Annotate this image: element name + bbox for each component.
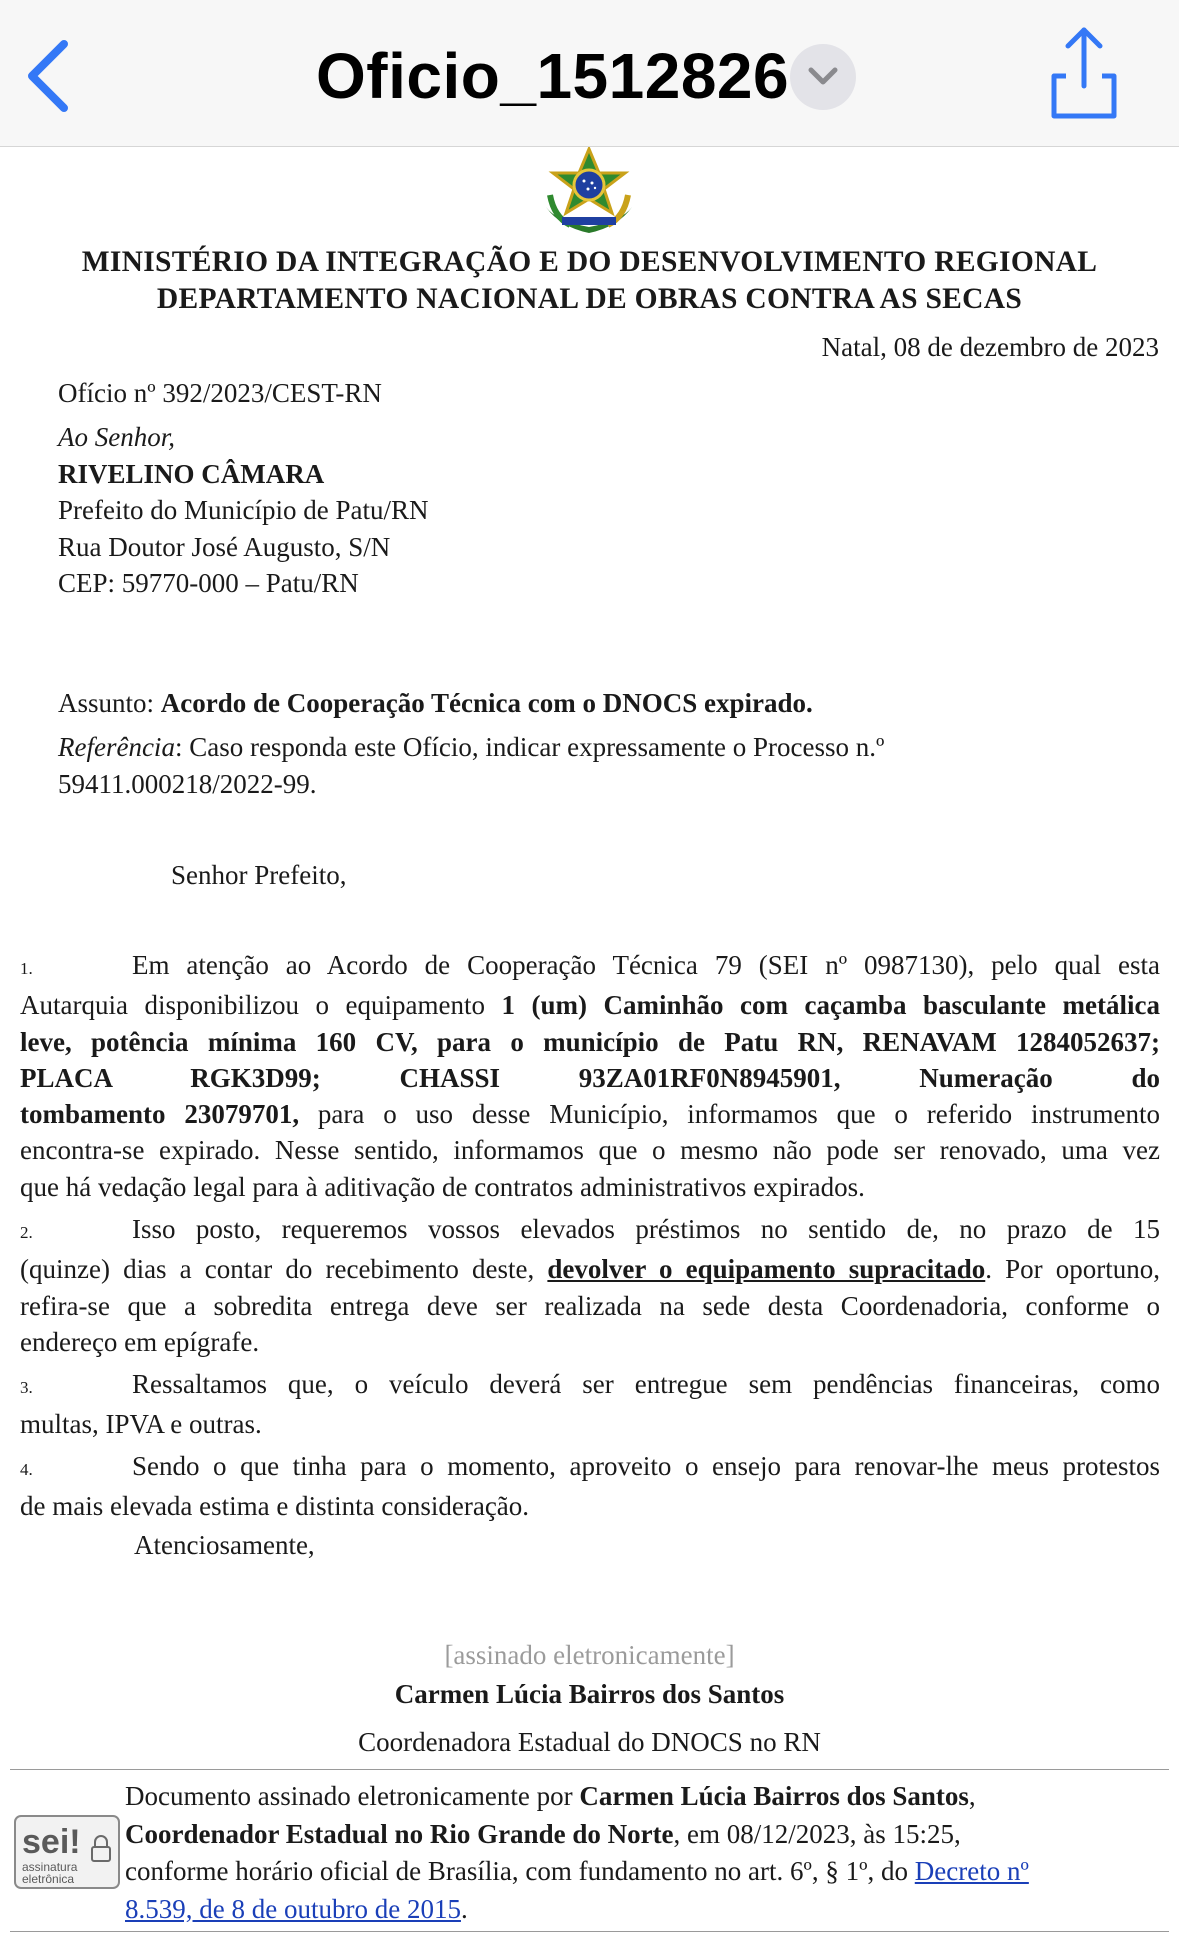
- paragraph-1: [20, 947, 1160, 1205]
- signed-electronically-tag: [assinado eletronicamente]: [444, 1640, 735, 1670]
- reference-label: Referência: [58, 732, 175, 762]
- signer-name: Carmen Lúcia Bairros dos Santos: [394, 1679, 785, 1709]
- signature-statement: [125, 1778, 1145, 1928]
- subject-label: Assunto:: [58, 688, 161, 718]
- paragraph-text: multas, IPVA e outras.: [20, 1409, 262, 1440]
- electronic-signature-block: [10, 1769, 1169, 1932]
- reference-line: [58, 729, 884, 802]
- addressee-block: [58, 419, 428, 602]
- signature-signer-role: Coordenador Estadual no Rio Grande do Norte: [125, 1818, 674, 1849]
- paragraph-text: Ressaltamos que, o veículo deverá ser entregue sem pendências financeiras, como: [132, 1369, 1160, 1399]
- addressee-salutation: Ao Senhor,: [58, 422, 175, 452]
- ministry-line-1: MINISTÉRIO DA INTEGRAÇÃO E DO DESENVOLVIMENTO REGIONAL: [81, 246, 1098, 278]
- addressee-street: Rua Doutor José Augusto, S/N: [58, 531, 391, 562]
- chevron-down-icon: [807, 65, 839, 89]
- paragraph-text: endereço em epígrafe.: [20, 1326, 260, 1357]
- return-equipment-emphasis: devolver o equipamento supracitado: [547, 1254, 986, 1285]
- decree-link[interactable]: 8.539, de 8 de outubro de 2015: [125, 1893, 461, 1924]
- paragraph-text: refira-se que a sobredita entrega deve ser realizada na sede desta Coordenadoria, conforme o: [20, 1290, 1160, 1321]
- svg-text:sei!: sei!: [22, 1823, 81, 1861]
- subject-text: Acordo de Cooperação Técnica com o DNOCS expirado.: [160, 688, 813, 718]
- signature-text: .: [460, 1893, 468, 1924]
- equipment-description: 1 (um) Caminhão com caçamba basculante metálica: [501, 990, 1161, 1021]
- document-page: [0, 147, 1179, 1933]
- reference-text: : Caso responda este Ofício, indicar expressamente o Processo n.º: [174, 732, 885, 762]
- paragraph-3: [20, 1366, 1160, 1443]
- title-menu-button[interactable]: [790, 44, 856, 110]
- paragraph-text: para o uso desse Município, informamos que o referido instrumento: [299, 1099, 1161, 1130]
- paragraph-text: encontra-se expirado. Nesse sentido, informamos que o mesmo não pode ser renovado, uma vez: [20, 1135, 1160, 1166]
- ministry-header: [0, 244, 1179, 318]
- addressee-role: Prefeito do Município de Patu/RN: [58, 495, 429, 525]
- signature-text: , em 08/12/2023, às 15:25,: [673, 1818, 961, 1849]
- equipment-description: leve, potência mínima 160 CV, para o município de Patu RN, RENAVAM 1284052637;: [20, 1026, 1160, 1057]
- document-date: Natal, 08 de dezembro de 2023: [821, 332, 1159, 362]
- top-navigation-bar: [0, 0, 1179, 147]
- paragraph-2: [20, 1211, 1160, 1360]
- signer-role: Coordenadora Estadual do DNOCS no RN: [358, 1727, 821, 1757]
- brazil-coat-of-arms-icon: [540, 147, 638, 237]
- paragraph-text: que há vedação legal para à aditivação de contratos administrativos expirados.: [20, 1171, 865, 1202]
- paragraph-text: Isso posto, requeremos vossos elevados préstimos no sentido de, no prazo de 15: [132, 1214, 1160, 1244]
- signature-text: conforme horário oficial de Brasília, com fundamento no art. 6º, § 1º, do: [125, 1856, 915, 1886]
- paragraph-text: (quinze) dias a contar do recebimento deste,: [20, 1254, 548, 1285]
- equipment-identification: tombamento 23079701,: [20, 1099, 300, 1130]
- ministry-line-2: DEPARTAMENTO NACIONAL DE OBRAS CONTRA AS SECAS: [156, 283, 1023, 315]
- paragraph-number: 3.: [20, 1378, 33, 1397]
- svg-text:assinatura: assinatura: [22, 1860, 78, 1874]
- addressee-name: RIVELINO CÂMARA: [58, 458, 325, 489]
- decree-link[interactable]: Decreto nº: [914, 1856, 1029, 1886]
- greeting: Senhor Prefeito,: [171, 860, 347, 890]
- share-icon: [1046, 24, 1122, 120]
- document-title: Oficio_1512826: [316, 40, 790, 112]
- oficio-number: Ofício nº 392/2023/CEST-RN: [58, 378, 382, 408]
- paragraph-text: de mais elevada estima e distinta consideração.: [20, 1491, 530, 1522]
- paragraph-4: [20, 1448, 1160, 1525]
- paragraph-text: Em atenção ao Acordo de Cooperação Técnica 79 (SEI nº 0987130), pelo qual esta: [132, 950, 1160, 980]
- paragraph-number: 2.: [20, 1223, 33, 1242]
- equipment-identification: PLACA RGK3D99; CHASSI 93ZA01RF0N8945901, Numeração do: [20, 1062, 1160, 1093]
- paragraph-text: . Por oportuno,: [985, 1254, 1161, 1285]
- signature-text: Documento assinado eletronicamente por: [125, 1781, 580, 1811]
- back-button[interactable]: [22, 36, 82, 116]
- svg-text:eletrônica: eletrônica: [22, 1872, 75, 1886]
- paragraph-number: 4.: [20, 1460, 33, 1479]
- subject-line: [58, 685, 813, 721]
- signature-text: ,: [968, 1781, 976, 1811]
- paragraph-text: Sendo o que tinha para o momento, aproveito o ensejo para renovar-lhe meus protestos: [132, 1451, 1160, 1481]
- closing: Atenciosamente,: [134, 1530, 315, 1560]
- share-button[interactable]: [1046, 24, 1122, 120]
- addressee-cep: CEP: 59770-000 – Patu/RN: [58, 568, 359, 598]
- chevron-left-icon: [22, 36, 82, 116]
- paragraph-number: 1.: [20, 959, 33, 978]
- sei-assinatura-eletronica-logo: [14, 1815, 124, 1890]
- reference-process-number: 59411.000218/2022-99.: [58, 768, 317, 799]
- paragraph-text: Autarquia disponibilizou o equipamento: [20, 990, 502, 1021]
- signature-signer-name: Carmen Lúcia Bairros dos Santos: [579, 1781, 969, 1811]
